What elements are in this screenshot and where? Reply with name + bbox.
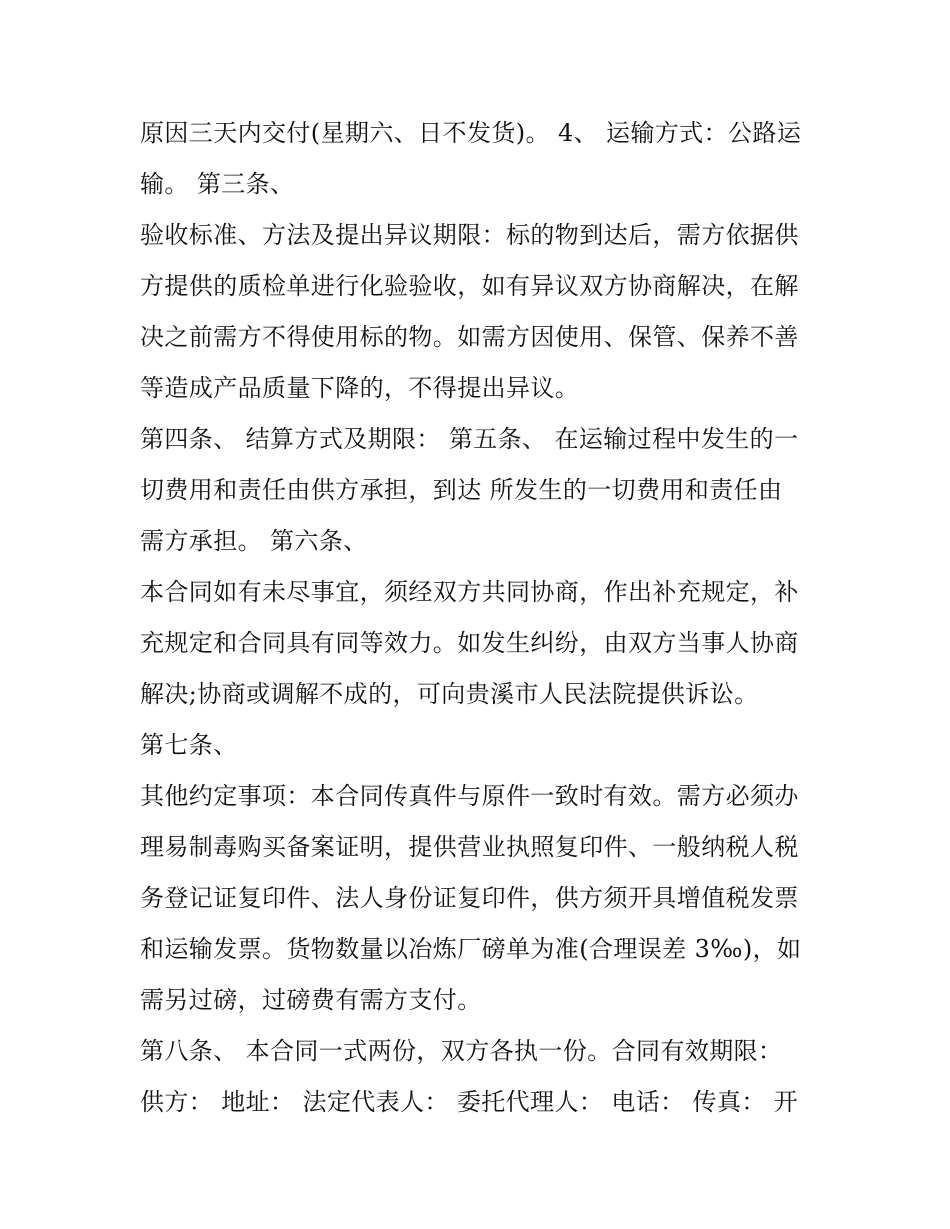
document-body <box>140 108 820 1128</box>
text-line: 第七条、 <box>140 731 238 759</box>
text-line: 需方承担。 第六条、 <box>140 527 368 555</box>
text-line: 第四条、 结算方式及期限： 第五条、 在运输过程中发生的一 <box>140 425 799 453</box>
text-line: 需另过磅，过磅费有需方支付。 <box>140 986 482 1014</box>
text-line: 验收标准、方法及提出异议期限：标的物到达后，需方依据供 <box>140 221 799 249</box>
text-line: 理易制毒购买备案证明，提供营业执照复印件、一般纳税人税 <box>140 833 799 861</box>
text-line: 其他约定事项：本合同传真件与原件一致时有效。需方必须办 <box>140 782 799 810</box>
text-line: 切费用和责任由供方承担，到达 所发生的一切费用和责任由 <box>140 476 783 504</box>
text-line: 决之前需方不得使用标的物。如需方因使用、保管、保养不善 <box>140 323 799 351</box>
text-line: 等造成产品质量下降的，不得提出异议。 <box>140 374 580 402</box>
text-line: 供方： 地址： 法定代表人： 委托代理人： 电话： 传真： 开 <box>140 1088 799 1116</box>
text-line: 原因三天内交付(星期六、日不发货)。 4、 运输方式：公路运 <box>140 119 802 147</box>
text-line: 和运输发票。货物数量以冶炼厂磅单为准(合理误差 3‰)，如 <box>140 935 802 963</box>
text-line: 解决;协商或调解不成的，可向贵溪市人民法院提供诉讼。 <box>140 680 759 708</box>
text-line: 本合同如有未尽事宜，须经双方共同协商，作出补充规定，补 <box>140 578 799 606</box>
text-line: 务登记证复印件、法人身份证复印件，供方须开具增值税发票 <box>140 884 799 912</box>
text-line: 输。 第三条、 <box>140 170 295 198</box>
text-line: 第八条、 本合同一式两份，双方各执一份。合同有效期限： <box>140 1037 783 1065</box>
text-line: 方提供的质检单进行化验验收，如有异议双方协商解决，在解 <box>140 272 799 300</box>
text-line: 充规定和合同具有同等效力。如发生纠纷，由双方当事人协商 <box>140 629 799 657</box>
